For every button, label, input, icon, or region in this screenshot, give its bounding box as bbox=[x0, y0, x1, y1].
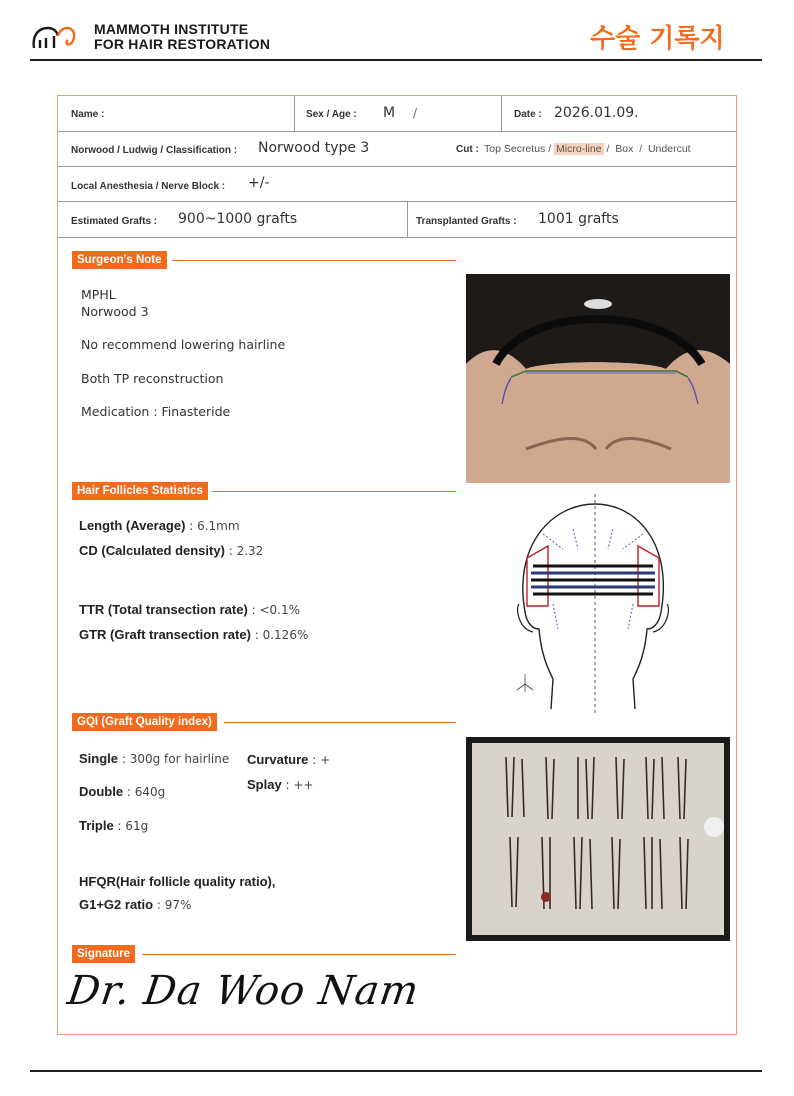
cut-option-micro-line-selected: Micro-line bbox=[556, 143, 602, 155]
divider bbox=[294, 96, 295, 131]
ttr-value: : <0.1% bbox=[247, 603, 300, 617]
top-rule bbox=[30, 59, 762, 61]
divider bbox=[501, 96, 502, 131]
cut-option-undercut: Undercut bbox=[647, 143, 691, 155]
classification-label: Norwood / Ludwig / Classification : bbox=[71, 145, 238, 156]
section-tag: Hair Follicles Statistics bbox=[72, 482, 208, 500]
ttr-label: TTR (Total transection rate) bbox=[79, 602, 248, 617]
cut-options bbox=[484, 143, 691, 155]
note-line: Norwood 3 bbox=[81, 304, 149, 319]
sex-age-label: Sex / Age : bbox=[306, 109, 357, 120]
hfqr-line-1 bbox=[79, 874, 275, 889]
hairline-photo bbox=[466, 274, 730, 483]
single-label: Single bbox=[79, 751, 119, 766]
signature-header bbox=[72, 945, 456, 963]
triple-label: Triple bbox=[79, 818, 114, 833]
cut-label: Cut : bbox=[456, 144, 479, 155]
cut-option-top-secretus: Top Secretus bbox=[484, 143, 546, 155]
note-line: No recommend lowering hairline bbox=[81, 337, 286, 352]
section-tag: GQI (Graft Quality index) bbox=[72, 713, 217, 731]
divider bbox=[407, 202, 408, 237]
record-frame bbox=[57, 95, 737, 1035]
gtr-label: GTR (Graft transection rate) bbox=[79, 627, 251, 642]
estimated-grafts-label: Estimated Grafts : bbox=[71, 216, 158, 227]
name-label: Name : bbox=[71, 109, 105, 120]
row-grafts bbox=[58, 202, 736, 238]
splay-stat bbox=[247, 777, 313, 792]
mammoth-logo-icon bbox=[30, 22, 90, 50]
row-name-sex-date bbox=[58, 96, 736, 132]
head-back-icon bbox=[513, 494, 673, 716]
note-line: Both TP reconstruction bbox=[81, 371, 224, 386]
length-value: : 6.1mm bbox=[185, 519, 240, 533]
doctor-signature: Dr. Da Woo Nam bbox=[64, 968, 423, 1014]
double-label: Double bbox=[79, 784, 124, 799]
length-stat bbox=[79, 518, 240, 533]
cut-option-box: Box bbox=[615, 143, 634, 155]
curvature-stat bbox=[247, 752, 330, 767]
curvature-label: Curvature bbox=[247, 752, 309, 767]
bottom-rule bbox=[30, 1070, 762, 1072]
g1g2-value: : 97% bbox=[153, 898, 192, 912]
classification-value: Norwood type 3 bbox=[258, 140, 370, 156]
cut-separator: / bbox=[548, 143, 552, 155]
section-line bbox=[224, 722, 456, 723]
transplanted-grafts-label: Transplanted Grafts : bbox=[416, 216, 517, 227]
cut-separator: / bbox=[639, 143, 643, 155]
row-classification-cut bbox=[58, 132, 736, 167]
date-label: Date : bbox=[514, 109, 542, 120]
date-value: 2026.01.09. bbox=[554, 105, 639, 121]
age-separator: / bbox=[413, 106, 418, 120]
cd-stat bbox=[79, 543, 263, 558]
triple-value: : 61g bbox=[113, 819, 149, 833]
follicle-stats-header bbox=[72, 482, 456, 500]
triple-stat bbox=[79, 818, 148, 833]
note-line: MPHL bbox=[81, 287, 116, 302]
note-line: Medication : Finasteride bbox=[81, 404, 231, 419]
gtr-stat bbox=[79, 627, 308, 642]
curvature-value: : + bbox=[308, 753, 331, 767]
sex-value: M bbox=[383, 105, 396, 121]
section-line bbox=[212, 491, 456, 492]
ttr-stat bbox=[79, 602, 300, 617]
section-tag: Signature bbox=[72, 945, 135, 963]
splay-value: : ++ bbox=[281, 778, 314, 792]
estimated-grafts-value: 900~1000 grafts bbox=[178, 211, 298, 227]
cut-separator: / bbox=[606, 143, 610, 155]
grafts-photo-illustration bbox=[466, 737, 730, 941]
hfqr-line-2 bbox=[79, 897, 191, 912]
grafts-photo bbox=[466, 737, 730, 941]
donor-head-diagram bbox=[513, 494, 673, 716]
double-stat bbox=[79, 784, 165, 799]
section-line bbox=[172, 260, 456, 261]
length-label: Length (Average) bbox=[79, 518, 186, 533]
anesthesia-value: +/- bbox=[248, 175, 270, 191]
page-title: 수술 기록지 bbox=[590, 24, 725, 54]
hairline-photo-illustration bbox=[466, 274, 730, 483]
logo-line-1: MAMMOTH INSTITUTE bbox=[94, 21, 249, 37]
gtr-value: : 0.126% bbox=[250, 628, 309, 642]
single-value: : 300g for hairline bbox=[118, 752, 230, 766]
logo-line-2: FOR HAIR RESTORATION bbox=[94, 36, 271, 52]
surgeons-note-header bbox=[72, 251, 456, 269]
section-line bbox=[142, 954, 456, 955]
section-tag: Surgeon's Note bbox=[72, 251, 167, 269]
transplanted-grafts-value: 1001 grafts bbox=[538, 211, 619, 227]
cd-value: : 2.32 bbox=[224, 544, 264, 558]
g1g2-label: G1+G2 ratio bbox=[79, 897, 154, 912]
row-anesthesia bbox=[58, 167, 736, 202]
splay-label: Splay bbox=[247, 777, 282, 792]
gqi-header bbox=[72, 713, 456, 731]
logo bbox=[30, 20, 280, 52]
anesthesia-label: Local Anesthesia / Nerve Block : bbox=[71, 181, 226, 192]
hfqr-label: HFQR(Hair follicle quality ratio), bbox=[79, 874, 276, 889]
cd-label: CD (Calculated density) bbox=[79, 543, 225, 558]
single-stat bbox=[79, 751, 229, 766]
double-value: : 640g bbox=[123, 785, 166, 799]
